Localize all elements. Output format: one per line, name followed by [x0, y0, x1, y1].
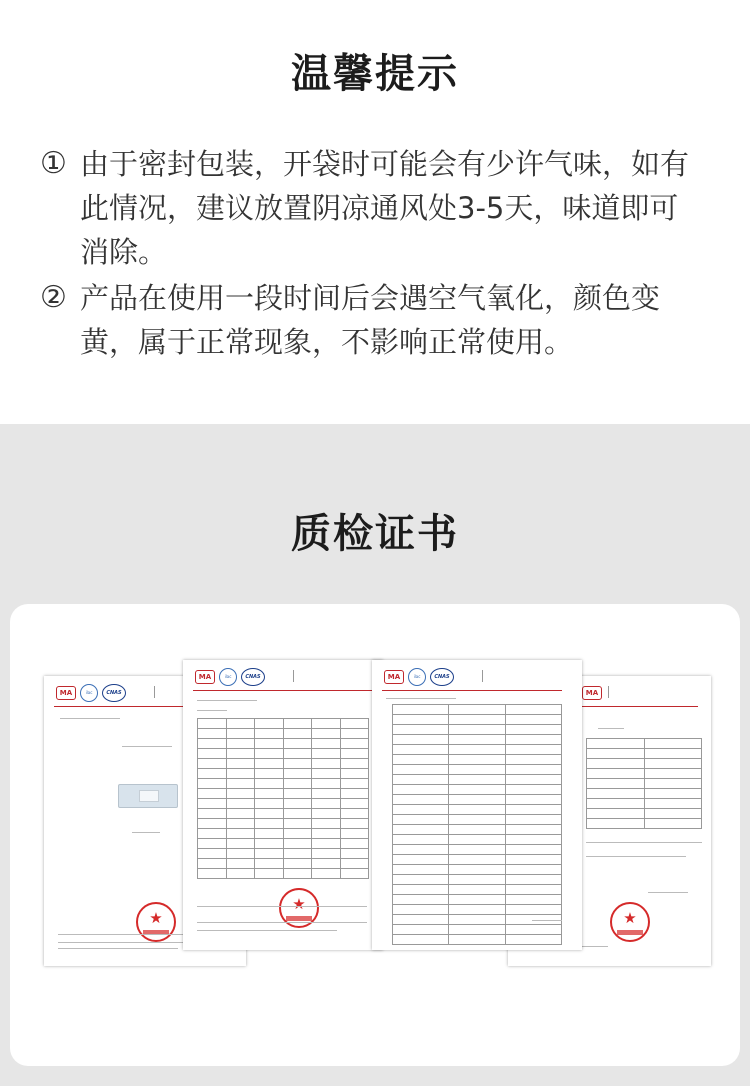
lab-name-block — [608, 686, 704, 698]
certificate-title: 质检证书 — [291, 511, 459, 557]
tip-marker-1: ① — [40, 146, 67, 181]
caption-line — [122, 746, 172, 747]
sample-photo — [118, 784, 178, 808]
certification-logos — [568, 684, 711, 704]
lab-name-block — [293, 670, 383, 682]
inspection-seal-icon — [136, 902, 176, 942]
cma-logo-icon: MA — [582, 686, 602, 700]
signature-line — [648, 892, 688, 893]
substance-table — [392, 704, 562, 945]
certificate-page-results — [183, 660, 383, 950]
tip-text-2: 产品在使用一段时间后会遇空气氧化，颜色变黄，属于正常现象，不影响正常使用。 — [80, 281, 661, 359]
quality-certificate-section — [0, 424, 750, 1086]
certificate-page-substances — [372, 660, 582, 950]
footer-line — [197, 922, 367, 923]
footer-line — [197, 906, 367, 907]
report-number-line — [386, 698, 456, 699]
summary-table — [586, 738, 702, 829]
section-heading-line — [197, 710, 227, 711]
certificate-card — [10, 604, 740, 1066]
tip-item-1 — [40, 142, 700, 274]
ilac-logo-icon: ilac — [219, 668, 237, 686]
certification-logos — [195, 668, 375, 688]
tip-text-1: 由于密封包装，开袋时可能会有少许气味，如有此情况，建议放置阴凉通风处3-5天，味道即可消除。 — [80, 147, 690, 269]
certification-logos — [384, 668, 564, 688]
photo-caption-line — [132, 832, 160, 833]
header-divider — [382, 690, 562, 691]
report-heading-line — [598, 728, 624, 729]
cma-logo-icon: MA — [56, 686, 76, 700]
header-divider — [193, 690, 373, 691]
cnas-logo-icon: CNAS — [241, 668, 265, 686]
ilac-logo-icon: ilac — [408, 668, 426, 686]
tip-item-2 — [40, 276, 700, 364]
results-table — [197, 718, 369, 879]
tip-marker-2: ② — [40, 280, 67, 315]
report-number-line — [197, 700, 257, 701]
tips-title: 温馨提示 — [291, 51, 459, 97]
footer-line — [58, 948, 178, 949]
report-number-line — [60, 718, 120, 719]
footer-line — [197, 930, 337, 931]
page-number-line — [532, 920, 562, 921]
inspection-seal-icon — [610, 902, 650, 942]
warm-tips-section — [0, 0, 750, 424]
cnas-logo-icon: CNAS — [430, 668, 454, 686]
cma-logo-icon: MA — [384, 670, 404, 684]
summary-text-line — [586, 856, 686, 857]
summary-text-line — [586, 842, 702, 843]
cnas-logo-icon: CNAS — [102, 684, 126, 702]
lab-name-block — [482, 670, 578, 682]
cma-logo-icon: MA — [195, 670, 215, 684]
ilac-logo-icon: ilac — [80, 684, 98, 702]
